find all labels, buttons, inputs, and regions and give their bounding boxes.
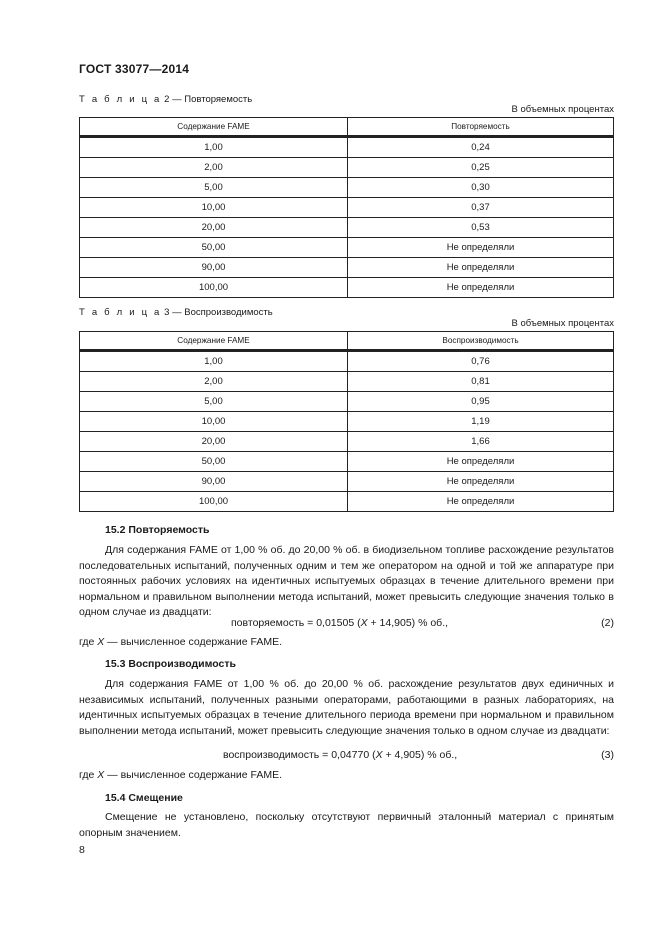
table-cell: 0,30 [348,178,614,198]
table-cell: Не определяли [348,278,614,298]
table-cell: 90,00 [80,472,348,492]
section-15-2-text: Для содержания FAME от 1,00 % об. до 20,00 % об. в биодизельном топливе расхождение результатов последовательных испытаний, полученных одним и тем же оператором на одной и той же аппаратуре при постоянных рабочих условиях на идентичных испытуемых образцах в течение длительного времени при нормальном и правильном выполнении метода испытаний, может превысить следующие значения только в одном случае из двадцати: [79,544,614,618]
table-cell: 0,95 [348,392,614,412]
table2-unit-note: В объемных процентах [511,104,614,115]
table-row [80,412,614,432]
page-number: 8 [79,844,85,856]
table-cell: 50,00 [80,238,348,258]
table-cell: 90,00 [80,258,348,278]
column-header: Содержание FAME [80,118,348,137]
table-cell: 10,00 [80,412,348,432]
table-row [80,472,614,492]
formula-number: (2) [601,617,614,629]
formula-text: повторяемость = 0,01505 (X + 14,905) % об., [231,617,449,629]
column-header: Содержание FAME [80,332,348,351]
table-row [80,198,614,218]
variable-definition: где X — вычисленное содержание FAME. [79,769,283,781]
table2-caption: Т а б л и ц а 2 — Повторяемость [79,94,253,105]
table-row [80,372,614,392]
column-header: Повторяемость [348,118,614,137]
document-header: ГОСТ 33077—2014 [79,62,190,76]
table-row [80,278,614,298]
table-row [80,178,614,198]
table-cell: 0,25 [348,158,614,178]
table-cell: Не определяли [348,258,614,278]
table-cell: 1,00 [80,351,348,372]
table-cell: 0,53 [348,218,614,238]
section-15-4-text: Смещение не установлено, поскольку отсутствуют первичный эталонный материал с принятым опорным значением. [79,811,614,839]
table-cell: 2,00 [80,158,348,178]
table2-repeatability [79,117,614,298]
table-cell: Не определяли [348,492,614,512]
table-row [80,238,614,258]
section-15-3-title: 15.3 Воспроизводимость [105,658,236,670]
section-15-4-title: 15.4 Смещение [105,792,183,804]
table-row [80,492,614,512]
table-cell: 2,00 [80,372,348,392]
table-row [80,351,614,372]
formula-reproducibility [79,749,614,764]
table3-reproducibility [79,331,614,512]
table-row [80,432,614,452]
section-15-3-text: Для содержания FAME от 1,00 % об. до 20,00 % об. расхождение результатов двух единичных и независимых испытаний, полученных разными операторами, работающими в разных лабораториях, на идентичных испытуемых образцах в течение длительного периода времени при нормальном и правильном выполнении метода испытаний, может превысить следующие значения только в одном случае из двадцати: [79,678,614,737]
table-row [80,158,614,178]
variable-definition: где X — вычисленное содержание FAME. [79,636,283,648]
section-15-2-title: 15.2 Повторяемость [105,524,210,536]
table-cell: 0,37 [348,198,614,218]
table3-unit-note: В объемных процентах [511,318,614,329]
table-row [80,218,614,238]
table-row [80,452,614,472]
table-cell: 1,66 [348,432,614,452]
table-cell: 5,00 [80,392,348,412]
table-cell: Не определяли [348,238,614,258]
table-header-row [80,332,614,351]
table-cell: 20,00 [80,218,348,238]
table-cell: Не определяли [348,472,614,492]
table-row [80,137,614,158]
column-header: Воспроизводимость [348,332,614,351]
table-cell: 0,76 [348,351,614,372]
table-cell: 1,19 [348,412,614,432]
table-cell: 100,00 [80,492,348,512]
table-cell: 5,00 [80,178,348,198]
table-row [80,258,614,278]
formula-text: воспроизводимость = 0,04770 (X + 4,905) % об., [223,749,458,761]
formula-number: (3) [601,749,614,761]
table3-caption: Т а б л и ц а 3 — Воспроизводимость [79,307,273,318]
table-cell: Не определяли [348,452,614,472]
table-cell: 0,81 [348,372,614,392]
table-cell: 10,00 [80,198,348,218]
table-row [80,392,614,412]
table-cell: 50,00 [80,452,348,472]
table-header-row [80,118,614,137]
formula-repeatability [79,617,614,632]
table-cell: 1,00 [80,137,348,158]
table-cell: 20,00 [80,432,348,452]
table-cell: 0,24 [348,137,614,158]
table-cell: 100,00 [80,278,348,298]
